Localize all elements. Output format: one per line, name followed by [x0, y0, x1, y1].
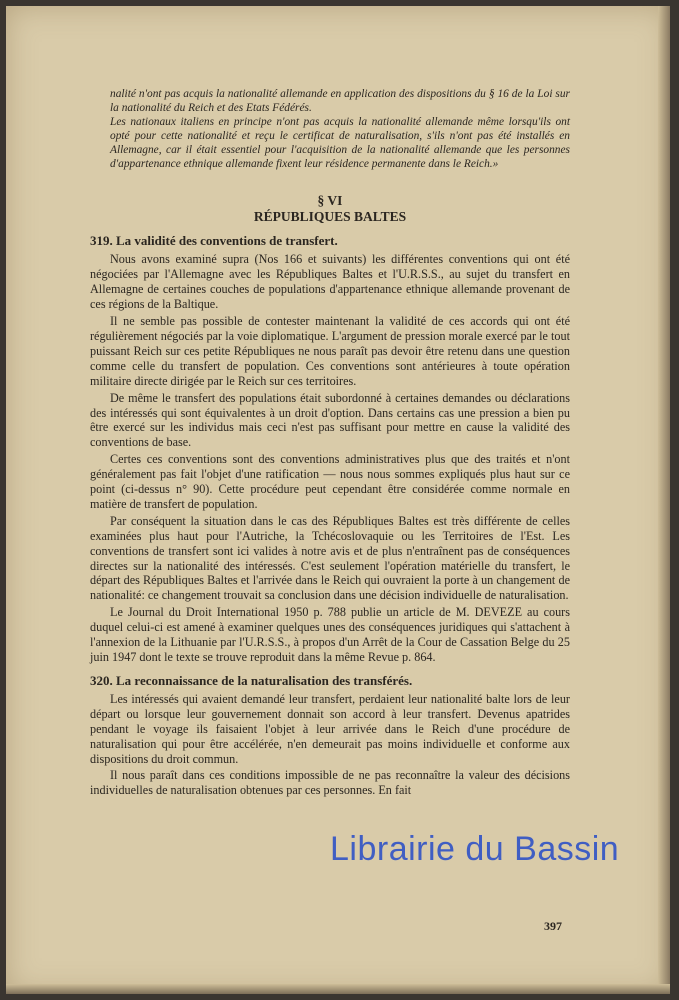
quote-paragraph: Les nationaux italiens en principe n'ont pas acquis la nationalité allemande même lorsqu'ils ont opté pour cette nationalité et reçu le certificat de naturalisation, s'ils n'ont pas été installés en Allemagne, car il était essentiel pour l'acquisition de la nationalité allemande que les personnes d'appartenance ethnique allemande fixent leur résidence permanente dans le Reich.» — [110, 115, 570, 170]
watermark-text: Librairie du Bassin — [330, 830, 620, 868]
quote-paragraph: nalité n'ont pas acquis la nationalité allemande en application des dispositions du § 16 de la Loi sur la nationalité du Reich et des Etats Fédérés. — [110, 88, 570, 114]
article-319-paragraph: Il ne semble pas possible de contester maintenant la validité de ces accords qui ont été régulièrement négociés par la voie diplomatique. L'argument de pression morale exercé par le tout puissant Reich sur ces petite Républiques ne nous paraît pas devoir être retenu dans une question comme celle du transfert de population. Ces conventions sont antérieures à toute opération militaire directe dirigée par le Reich sur ces territoires. — [90, 314, 570, 388]
article-320-paragraph: Il nous paraît dans ces conditions impossible de ne pas reconnaître la valeur des décisions individuelles de naturalisation obtenues par ces personnes. En fait — [90, 768, 570, 798]
article-319-paragraph: Par conséquent la situation dans le cas des Républiques Baltes est très différente de celles examinées plus haut pour l'Autriche, la Tchécoslovaquie ou les Territoires de l'Est. Les conventions de transfert sont ici valides à notre avis et de plus n'entraînent pas de conséquences directes sur la nationalité des intéressés. C'est seulement l'opération matérielle du transfert, le départ des Républiques Baltes et l'arrivée dans le Reich qui ouvraient la porte à un changement de nationalité: ce changement trouvait sa conclusion dans une décision individuelle de naturalisation. — [90, 513, 570, 603]
page-edge-right — [658, 6, 670, 994]
article-319-paragraph: De même le transfert des populations était subordonné à certaines demandes ou déclarations des intéressés qui sont équivalentes à un droit d'option. Dans certains cas une pression a bien pu être exercé sur les individus mais ceci n'est pas suffisant pour mettre en cause la validité des conventions de base. — [90, 390, 570, 450]
quoted-passage — [110, 88, 570, 171]
article-320-heading: 320. La reconnaissance de la naturalisation des transférés. — [90, 672, 413, 688]
page-text — [90, 88, 570, 800]
page-number: 397 — [544, 919, 562, 933]
article-320-paragraph: Les intéressés qui avaient demandé leur transfert, perdaient leur nationalité balte lors de leur départ ou lorsque leur gouvernement donnait son accord à leur transfert. Devenus apatrides pendant le voyage ils faisaient l'objet à leur arrivée dans le Reich d'une procédure de naturalisation qui pour être accélérée, n'en demeurait pas moins individuelle et conforme aux dispositions du droit commun. — [90, 691, 570, 766]
section-number: § VI — [317, 193, 343, 209]
article-319-paragraph: Le Journal du Droit International 1950 p. 788 publie un article de M. DEVEZE au cours duquel celui-ci est amené à examiner quelques unes des conséquences juridiques qui s'attachent à l'annexion de la Lithuanie par l'U.R.S.S., à propos d'un Arrêt de la Cour de Cassation Belge du 25 juin 1947 dont le texte se trouve reproduit dans la même Revue p. 864. — [90, 605, 570, 664]
article-319-paragraph: Certes ces conventions sont des conventions administratives plus que des traités et n'ont généralement pas fait l'objet d'une ratification — nous nous sommes expliqués plus haut sur ce point (ci-dessus n° 90). Cette procédure peut cependant être considérée comme normale en matière de transfert de population. — [90, 452, 570, 511]
section-title: RÉPUBLIQUES BALTES — [253, 209, 407, 225]
page-edge-bottom — [6, 984, 670, 994]
article-319-heading: 319. La validité des conventions de transfert. — [90, 233, 338, 249]
article-319-paragraph: Nous avons examiné supra (Nos 166 et suivants) les différentes conventions qui ont été négociées par l'Allemagne avec les Républiques Baltes et l'U.R.S.S., au sujet du transfert en Allemagne de certaines couches de populations d'appartenance ethnique allemande provenant de ces régions de la Baltique. — [90, 252, 570, 312]
